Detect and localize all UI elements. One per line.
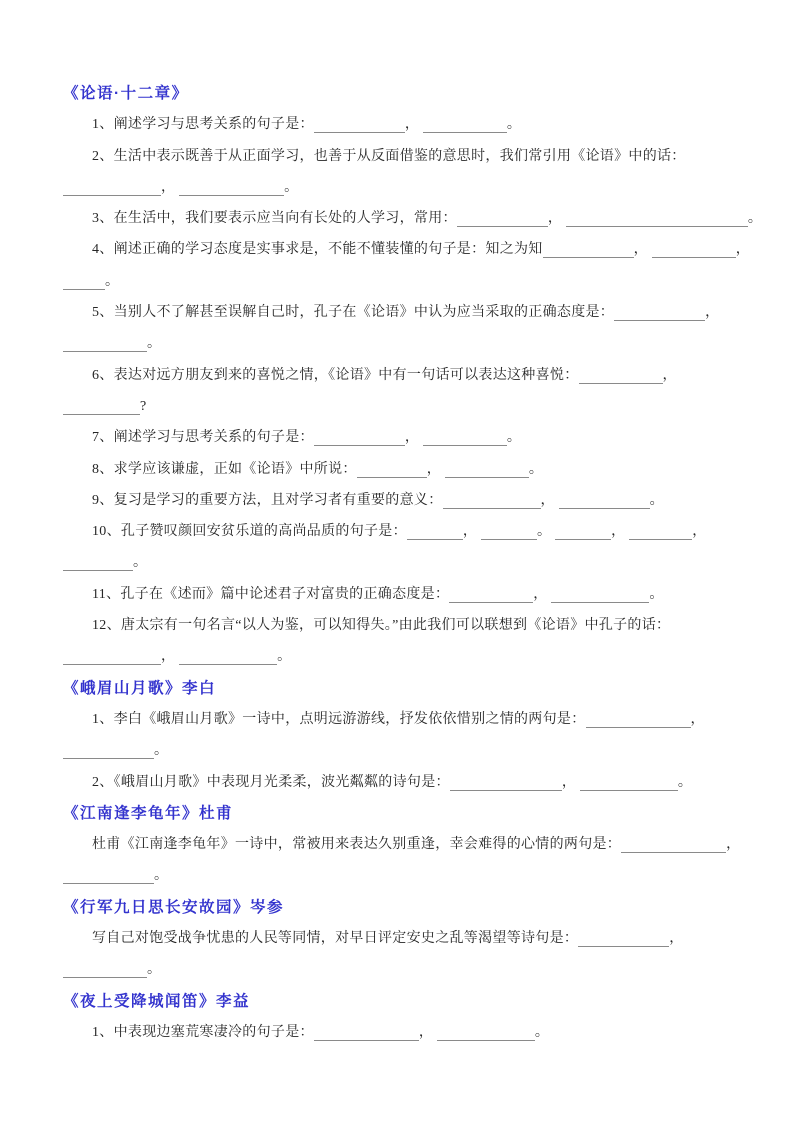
answer-blank: [63, 274, 105, 290]
answer-blank: [63, 555, 133, 571]
answer-blank: [586, 712, 691, 728]
answer-blank: [314, 430, 405, 446]
question-line: 5、当别人不了解甚至误解自己时，孔子在《论语》中认为应当采取的正确态度是： ，: [92, 305, 720, 321]
answer-blank: [551, 587, 649, 603]
answer-blank: [179, 180, 284, 196]
section-heading: 《论语·十二章》: [63, 85, 189, 102]
question-line: 3、在生活中，我们要表示应当向有长处的人学习，常用： ， 。: [92, 211, 763, 227]
answer-blank: [443, 493, 541, 509]
continuation-line: 。: [63, 735, 743, 766]
answer-blank: [652, 242, 736, 258]
answer-blank: [566, 211, 748, 227]
section-heading: 《江南逢李龟年》杜甫: [63, 804, 234, 822]
answer-blank: [555, 524, 611, 540]
continuation-line: 。: [63, 860, 743, 891]
question-line: 10、孔子赞叹颜回安贫乐道的高尚品质的句子是： ， 。 ， ，: [92, 524, 707, 540]
answer-blank: [621, 837, 726, 853]
answer-blank: [423, 117, 507, 133]
answer-blank: [450, 775, 562, 791]
answer-blank: [179, 649, 277, 665]
document-body: [63, 78, 763, 1048]
question-line: 2、生活中表示既善于从正面学习，也善于从反面借鉴的意思时，我们常引用《论语》中的话：: [92, 148, 686, 164]
answer-blank: [314, 1025, 419, 1041]
continuation-line: ， 。: [63, 641, 743, 672]
answer-blank: [314, 117, 405, 133]
question-line: 11、孔子在《述而》篇中论述君子对富贵的正确态度是： ， 。: [92, 586, 664, 602]
answer-blank: [481, 524, 537, 540]
answer-blank: [63, 399, 140, 415]
answer-blank: [63, 868, 154, 884]
continuation-line: ?: [63, 391, 743, 422]
continuation-line: ， 。: [63, 172, 743, 203]
answer-blank: [63, 962, 147, 978]
answer-blank: [580, 775, 678, 791]
answer-blank: [578, 931, 669, 947]
continuation-line: 。: [63, 266, 743, 297]
answer-blank: [407, 524, 463, 540]
section-heading: 《峨眉山月歌》李白: [63, 679, 217, 697]
question-line: 杜甫《江南逢李龟年》一诗中，常被用来表达久别重逢，幸会难得的心情的两句是： ，: [92, 837, 741, 853]
question-line: 1、中表现边塞荒寒凄冷的句子是： ， 。: [92, 1024, 550, 1040]
question-line: 9、复习是学习的重要方法，且对学习者有重要的意义： ， 。: [92, 492, 664, 508]
continuation-line: 。: [63, 328, 743, 359]
answer-blank: [63, 180, 161, 196]
answer-blank: [63, 649, 161, 665]
answer-blank: [63, 336, 147, 352]
answer-blank: [437, 1025, 535, 1041]
answer-blank: [357, 462, 427, 478]
question-line: 8、求学应该谦虚，正如《论语》中所说： ， 。: [92, 461, 544, 477]
question-line: 1、李白《峨眉山月歌》一诗中，点明远游游线，抒发依依惜别之情的两句是： ，: [92, 711, 705, 727]
question-line: 2、《峨眉山月歌》中表现月光柔柔，波光粼粼的诗句是： ， 。: [92, 774, 693, 790]
continuation-line: 。: [63, 547, 743, 578]
question-line: 6、表达对远方朋友到来的喜悦之情，《论语》中有一句话可以表达这种喜悦： ，: [92, 367, 677, 383]
answer-blank: [543, 242, 634, 258]
question-line: 12、唐太宗有一句名言“以人为鉴，可以知得失。”由此我们可以联想到《论语》中孔子的话：: [92, 618, 671, 634]
continuation-line: 。: [63, 954, 743, 985]
answer-blank: [579, 368, 663, 384]
answer-blank: [629, 524, 692, 540]
question-line: 4、阐述正确的学习态度是实事求是，不能不懂装懂的句子是：知之为知 ， ，: [92, 242, 751, 258]
answer-blank: [559, 493, 650, 509]
answer-blank: [423, 430, 507, 446]
section-heading: 《行军九日思长安故园》岑参: [63, 898, 285, 916]
question-line: 7、阐述学习与思考关系的句子是： ， 。: [92, 430, 522, 446]
question-line: 写自己对饱受战争忧患的人民等同情，对早日评定安史之乱等渴望等诗句是： ，: [92, 931, 684, 947]
answer-blank: [445, 462, 529, 478]
answer-blank: [614, 305, 705, 321]
section-heading: 《夜上受降城闻笛》李益: [63, 992, 251, 1010]
answer-blank: [449, 587, 533, 603]
answer-blank: [457, 211, 548, 227]
question-line: 1、阐述学习与思考关系的句子是： ， 。: [92, 117, 522, 133]
answer-blank: [63, 743, 154, 759]
